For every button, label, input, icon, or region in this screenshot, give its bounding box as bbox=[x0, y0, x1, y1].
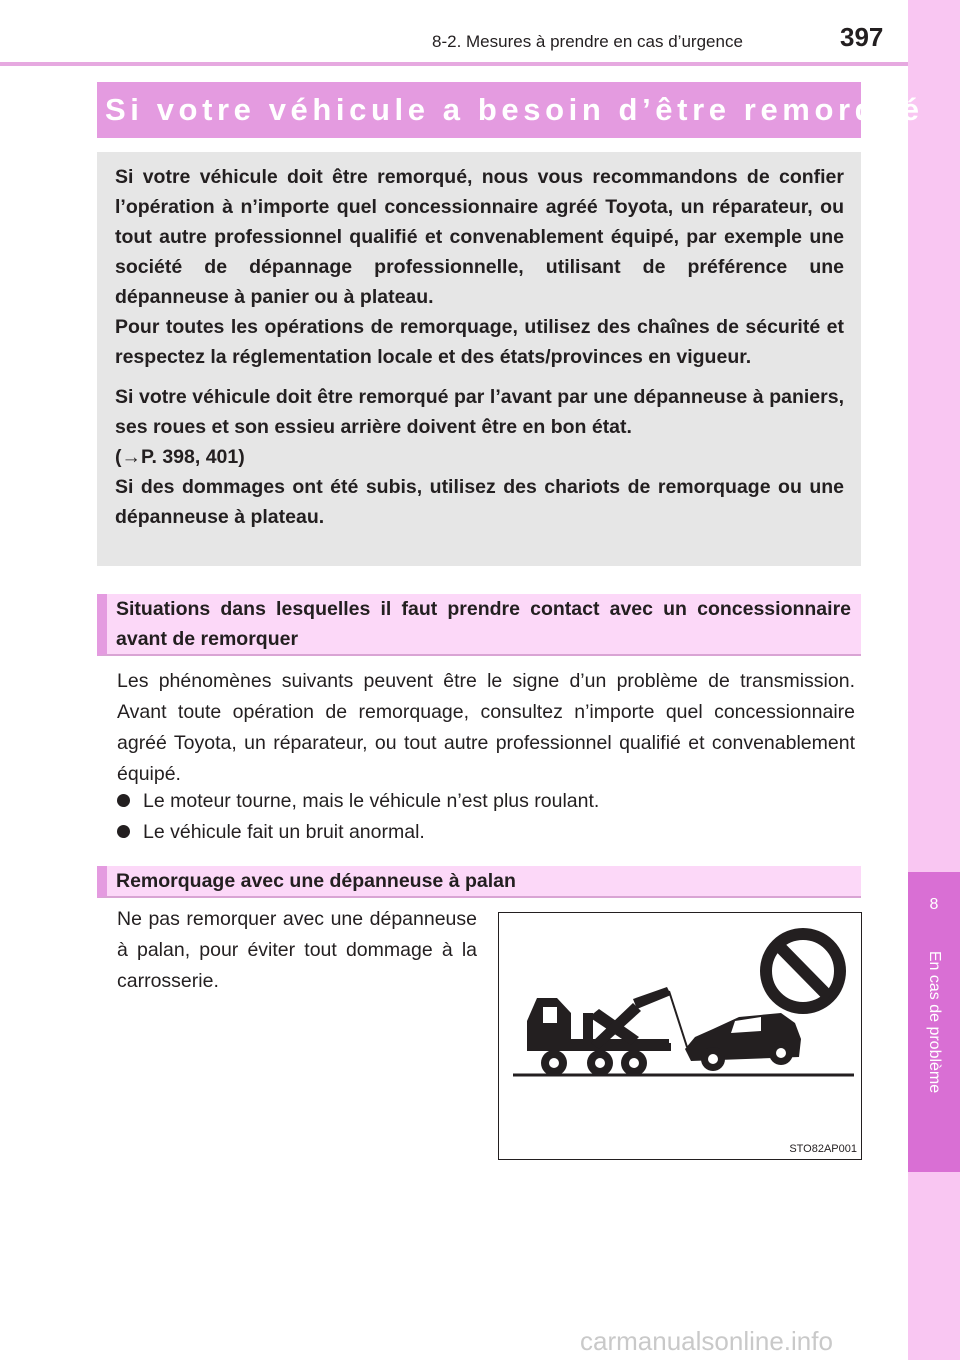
wheel-hub bbox=[595, 1058, 605, 1068]
header-section-title: 8-2. Mesures à prendre en cas d’urgence bbox=[432, 32, 743, 51]
wheel-hub bbox=[708, 1054, 718, 1064]
bullet-icon bbox=[117, 825, 130, 838]
bullet-text: Le moteur tourne, mais le véhicule n’est plus roulant. bbox=[143, 790, 600, 812]
section1-body: Les phénomènes suivants peuvent être le signe d’un problème de transmission. Avant toute opération de remorquage, consultez n’importe quel concessionnaire agréé Toyota, un réparateur, ou tout autre professionnel qualifié et convenablement équipé. bbox=[117, 670, 855, 785]
tow-truck-figure bbox=[498, 912, 862, 1160]
intro-box bbox=[97, 152, 861, 566]
page-number: 397 bbox=[840, 22, 884, 52]
list-item bbox=[117, 817, 425, 848]
header-divider bbox=[0, 62, 908, 66]
intro-paragraph-3: Si votre véhicule doit être remorqué par l’avant par une dépanneuse à paniers, ses roues et son essieu arrière doivent être en bon état. bbox=[115, 386, 844, 438]
wheel-hub bbox=[776, 1048, 786, 1058]
watermark: carmanualsonline.info bbox=[580, 1326, 833, 1356]
figure-code: STO82AP001 bbox=[789, 1143, 857, 1155]
bullet-icon bbox=[117, 794, 130, 807]
intro-paragraph-2: Pour toutes les opérations de remorquage, utilisez des chaînes de sécurité et respectez la réglementation locale et des états/provinces en vigueur. bbox=[115, 316, 844, 368]
intro-paragraph-4: Si des dommages ont été subis, utilisez des chariots de remorquage ou une dépanneuse à plateau. bbox=[115, 476, 844, 528]
chapter-number: 8 bbox=[929, 896, 939, 913]
tow-cable bbox=[669, 991, 687, 1047]
prohibited-icon bbox=[766, 934, 840, 1008]
list-item bbox=[117, 786, 599, 817]
chapter-label: En cas de problème bbox=[926, 950, 943, 1094]
tow-truck-illustration bbox=[499, 913, 860, 1158]
page-title: Si votre véhicule a besoin d’être remorqué bbox=[105, 92, 924, 127]
section1-heading-bar bbox=[97, 594, 861, 656]
wheel-hub bbox=[549, 1058, 559, 1068]
bullet-text: Le véhicule fait un bruit anormal. bbox=[143, 821, 425, 843]
wheel-hub bbox=[629, 1058, 639, 1068]
intro-paragraph-1: Si votre véhicule doit être remorqué, nous vous recommandons de confier l’opération à n’importe quel concessionnaire agréé Toyota, un réparateur, ou tout autre professionnel qualifié et convenablement équipé, par exemple une société de dépannage professionnelle, utilisant de préférence une dépanneuse à panier ou à plateau. bbox=[115, 166, 844, 308]
section1-heading: Situations dans lesquelles il faut prendre contact avec un concessionnaire avant de remorquer bbox=[116, 598, 851, 650]
section2-heading-bar bbox=[97, 866, 861, 898]
intro-reference: (→P. 398, 401) bbox=[115, 446, 245, 468]
section2-body: Ne pas remorquer avec une dépanneuse à palan, pour éviter tout dommage à la carrosserie. bbox=[117, 908, 477, 992]
section2-heading: Remorquage avec une dépanneuse à palan bbox=[116, 870, 516, 892]
truck-window bbox=[543, 1007, 557, 1023]
title-bar bbox=[97, 82, 924, 138]
